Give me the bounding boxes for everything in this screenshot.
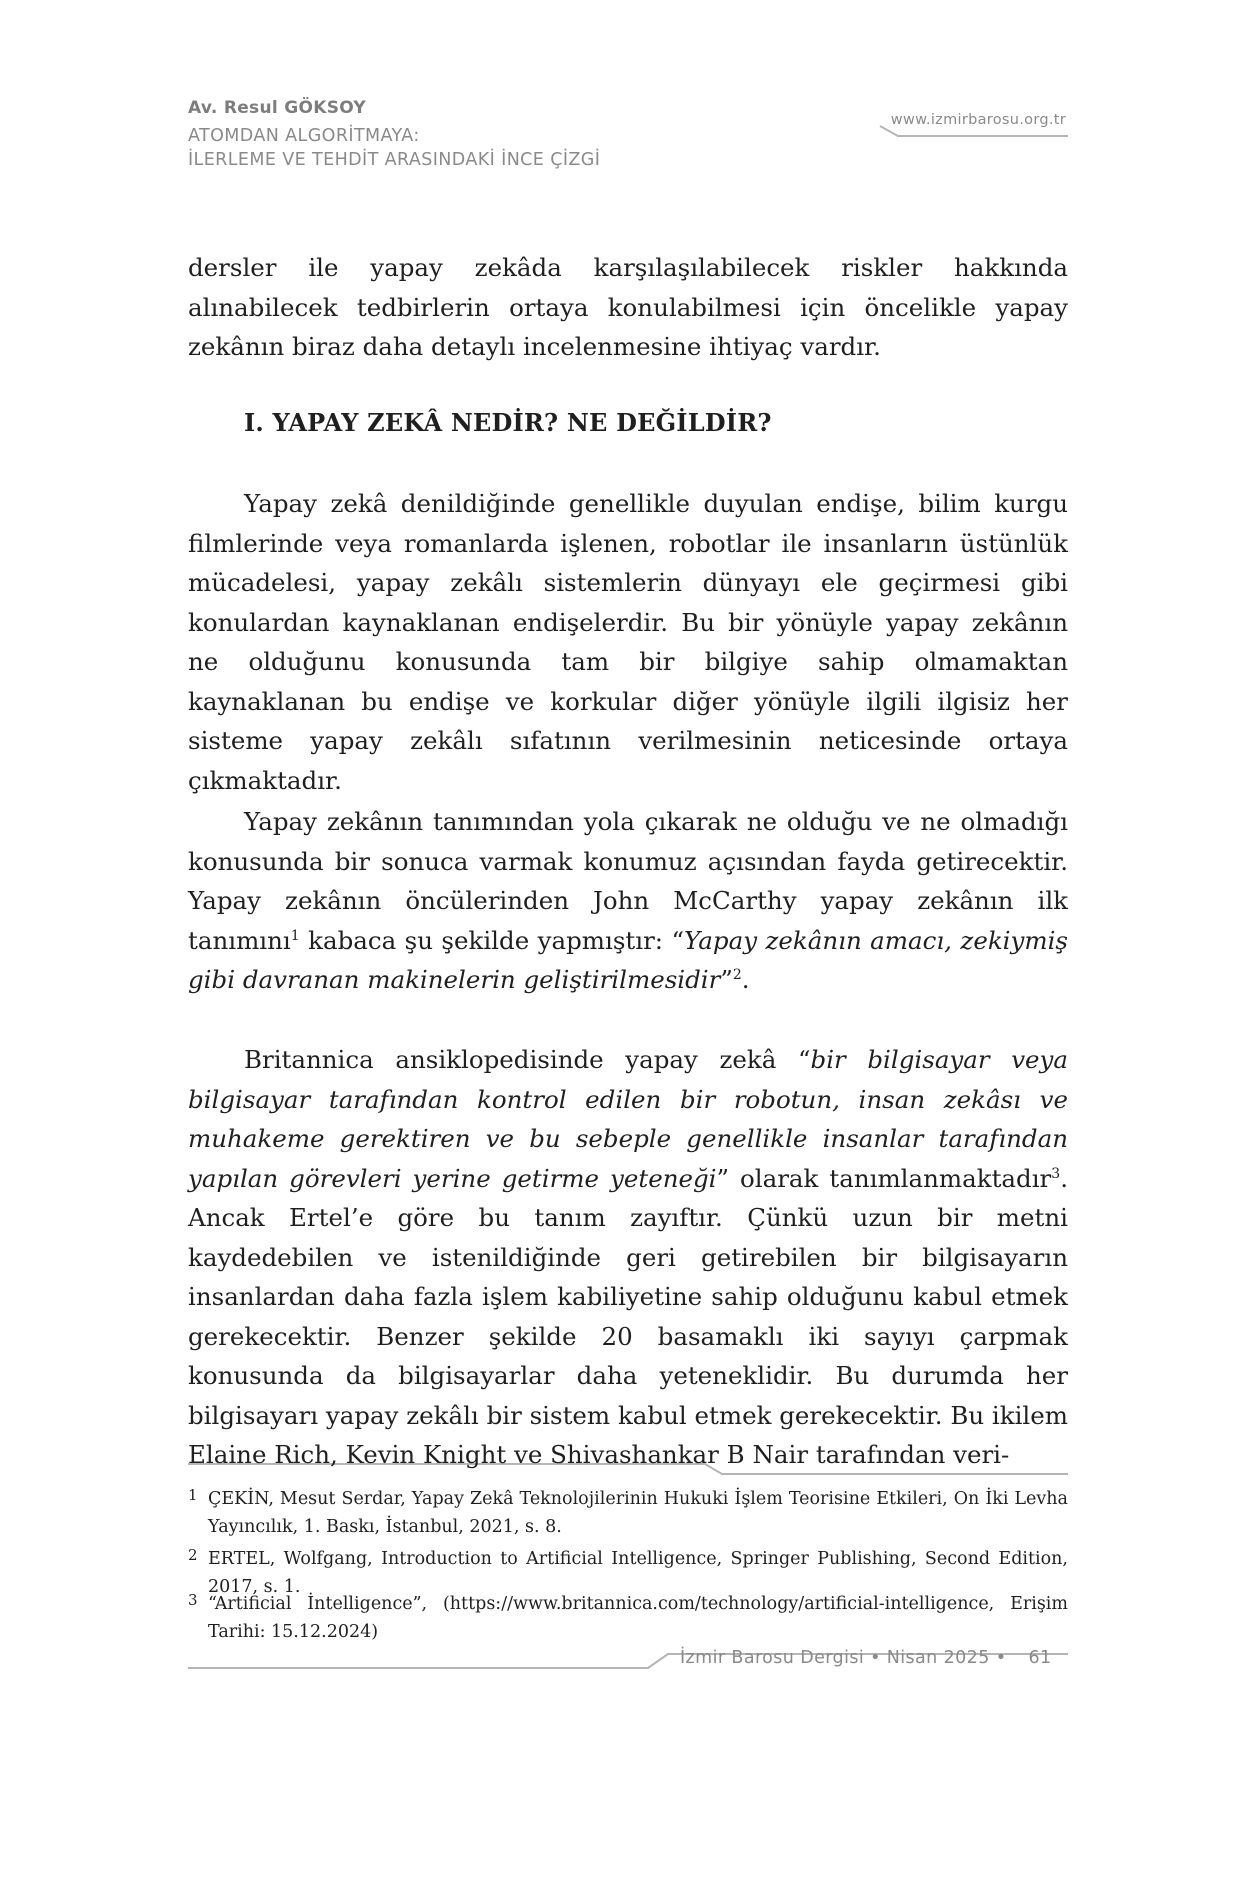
footnote-3-text: “Artificial İntelligence”, (https://www.britannica.com/technology/artificial-intelligence, Erişim Tarihi: 15.12.2024) — [208, 1594, 1068, 1642]
paragraph-intro-text: dersler ile yapay zekâda karşılaşılabilecek riskler hakkında alınabilecek tedbirlerin ortaya konulabilmesi için öncelikle yapay zekânın biraz daha detaylı incelenmesine ihtiyaç vardır. — [188, 253, 1068, 361]
paragraph-intro — [188, 248, 1068, 367]
paragraph-4-text — [188, 1040, 1068, 1475]
footnote-3 — [188, 1590, 1068, 1646]
footnote-ref-1[interactable]: 1 — [290, 927, 300, 944]
p4-text-a: Britannica ansiklopedisinde yapay zekâ “ — [244, 1045, 811, 1074]
p4-text-c: . Ancak Ertel’e göre bu tanım zayıftır. Çünkü uzun bir metni kaydedebilen ve istenildiğinde geri getirebilen bir bilgisayarın insanlardan daha fazla işlem kabiliyetine sahip olduğunu kabul etmek gerekecektir. Benzer şekilde 20 basamaklı iki sayıyı çarpmak konusunda da bilgisayarlar daha yeteneklidir. Bu durumda her bilgisayarı yapay zekâlı bir sistem kabul etmek gerekecektir. Bu ikilem Elaine Rich, Kevin Knight ve Shivashankar B Nair tarafından veri- — [188, 1163, 1068, 1469]
paragraph-3-text — [188, 802, 1068, 1000]
paragraph-4 — [188, 1040, 1068, 1475]
page-footer — [680, 1648, 1052, 1668]
paragraph-2 — [188, 484, 1068, 800]
header-title-line1: ATOMDAN ALGORİTMAYA: — [188, 126, 420, 146]
p4-quote: bir bilgisayar veya bilgisayar tarafından kontrol edilen bir robotun, insan zekâsı ve muhakeme gerektiren ve bu sebeple genellikle insanlar tarafından yapılan görevleri yerine getirme yeteneği — [188, 1045, 1069, 1193]
header-article-title — [188, 124, 600, 172]
paragraph-2-text: Yapay zekâ denildiğinde genellikle duyulan endişe, bilim kurgu filmlerinde veya romanlarda işlenen, robotlar ile insanların üstünlük mücadelesi, yapay zekâlı sistemlerin dünyayı ele geçirmesi gibi konulardan kaynaklanan endişelerdir. Bu bir yönüyle yapay zekânın ne olduğunu konusunda tam bir bilgiye sahip olmamaktan kaynaklanan bu endişe ve korkular diğer yönüyle ilgili ilgisiz her sisteme yapay zekâlı sıfatının verilmesinin neticesinde ortaya çıkmaktadır. — [188, 489, 1068, 795]
footnote-1-number: 1 — [188, 1486, 198, 1504]
p3-quote: Yapay zekânın amacı, zekiymiş gibi davranan makinelerin geliştirilmesidir — [188, 925, 1068, 994]
footnote-1 — [188, 1485, 1068, 1541]
footnote-3-number: 3 — [188, 1591, 198, 1609]
footnote-ref-2[interactable]: 2 — [732, 966, 742, 983]
p3-text-a: Yapay zekânın tanımından yola çıkarak ne olduğu ve ne olmadığı konusunda bir sonuca varmak konumuz açısından fayda getirecektir. Yapay zekânın öncülerinden John McCarthy yapay zekânın ilk tanımını — [188, 807, 1068, 955]
footnote-1-text: ÇEKİN, Mesut Serdar, Yapay Zekâ Teknolojilerinin Hukuki İşlem Teorisine Etkileri, On İki Levha Yayıncılık, 1. Baskı, İstanbul, 2021, s. 8. — [208, 1489, 1068, 1537]
footnote-ref-3[interactable]: 3 — [1051, 1165, 1061, 1182]
footnote-2-number: 2 — [188, 1546, 198, 1564]
footnote-2-text: ERTEL, Wolfgang, Introduction to Artificial Intelligence, Springer Publishing, Second Edition, 2017, s. 1. — [208, 1549, 1068, 1597]
footer-journal: İzmir Barosu Dergisi • Nisan 2025 • — [680, 1648, 1007, 1668]
p4-text-b: ” olarak tanımlanmaktadır — [716, 1163, 1052, 1193]
page-number: 61 — [1028, 1648, 1052, 1668]
section-heading: I. YAPAY ZEKÂ NEDİR? NE DEĞİLDİR? — [244, 408, 772, 437]
header-website: www.izmirbarosu.org.tr — [890, 112, 1066, 128]
p3-text-d: . — [741, 965, 750, 994]
p3-text-b: kabaca şu şekilde yapmıştır: “ — [299, 925, 685, 955]
header-title-line2: İLERLEME VE TEHDİT ARASINDAKİ İNCE ÇİZGİ — [188, 150, 601, 170]
p3-text-c: ” — [720, 965, 733, 994]
header-author: Av. Resul GÖKSOY — [188, 98, 366, 118]
paragraph-3 — [188, 802, 1068, 1000]
